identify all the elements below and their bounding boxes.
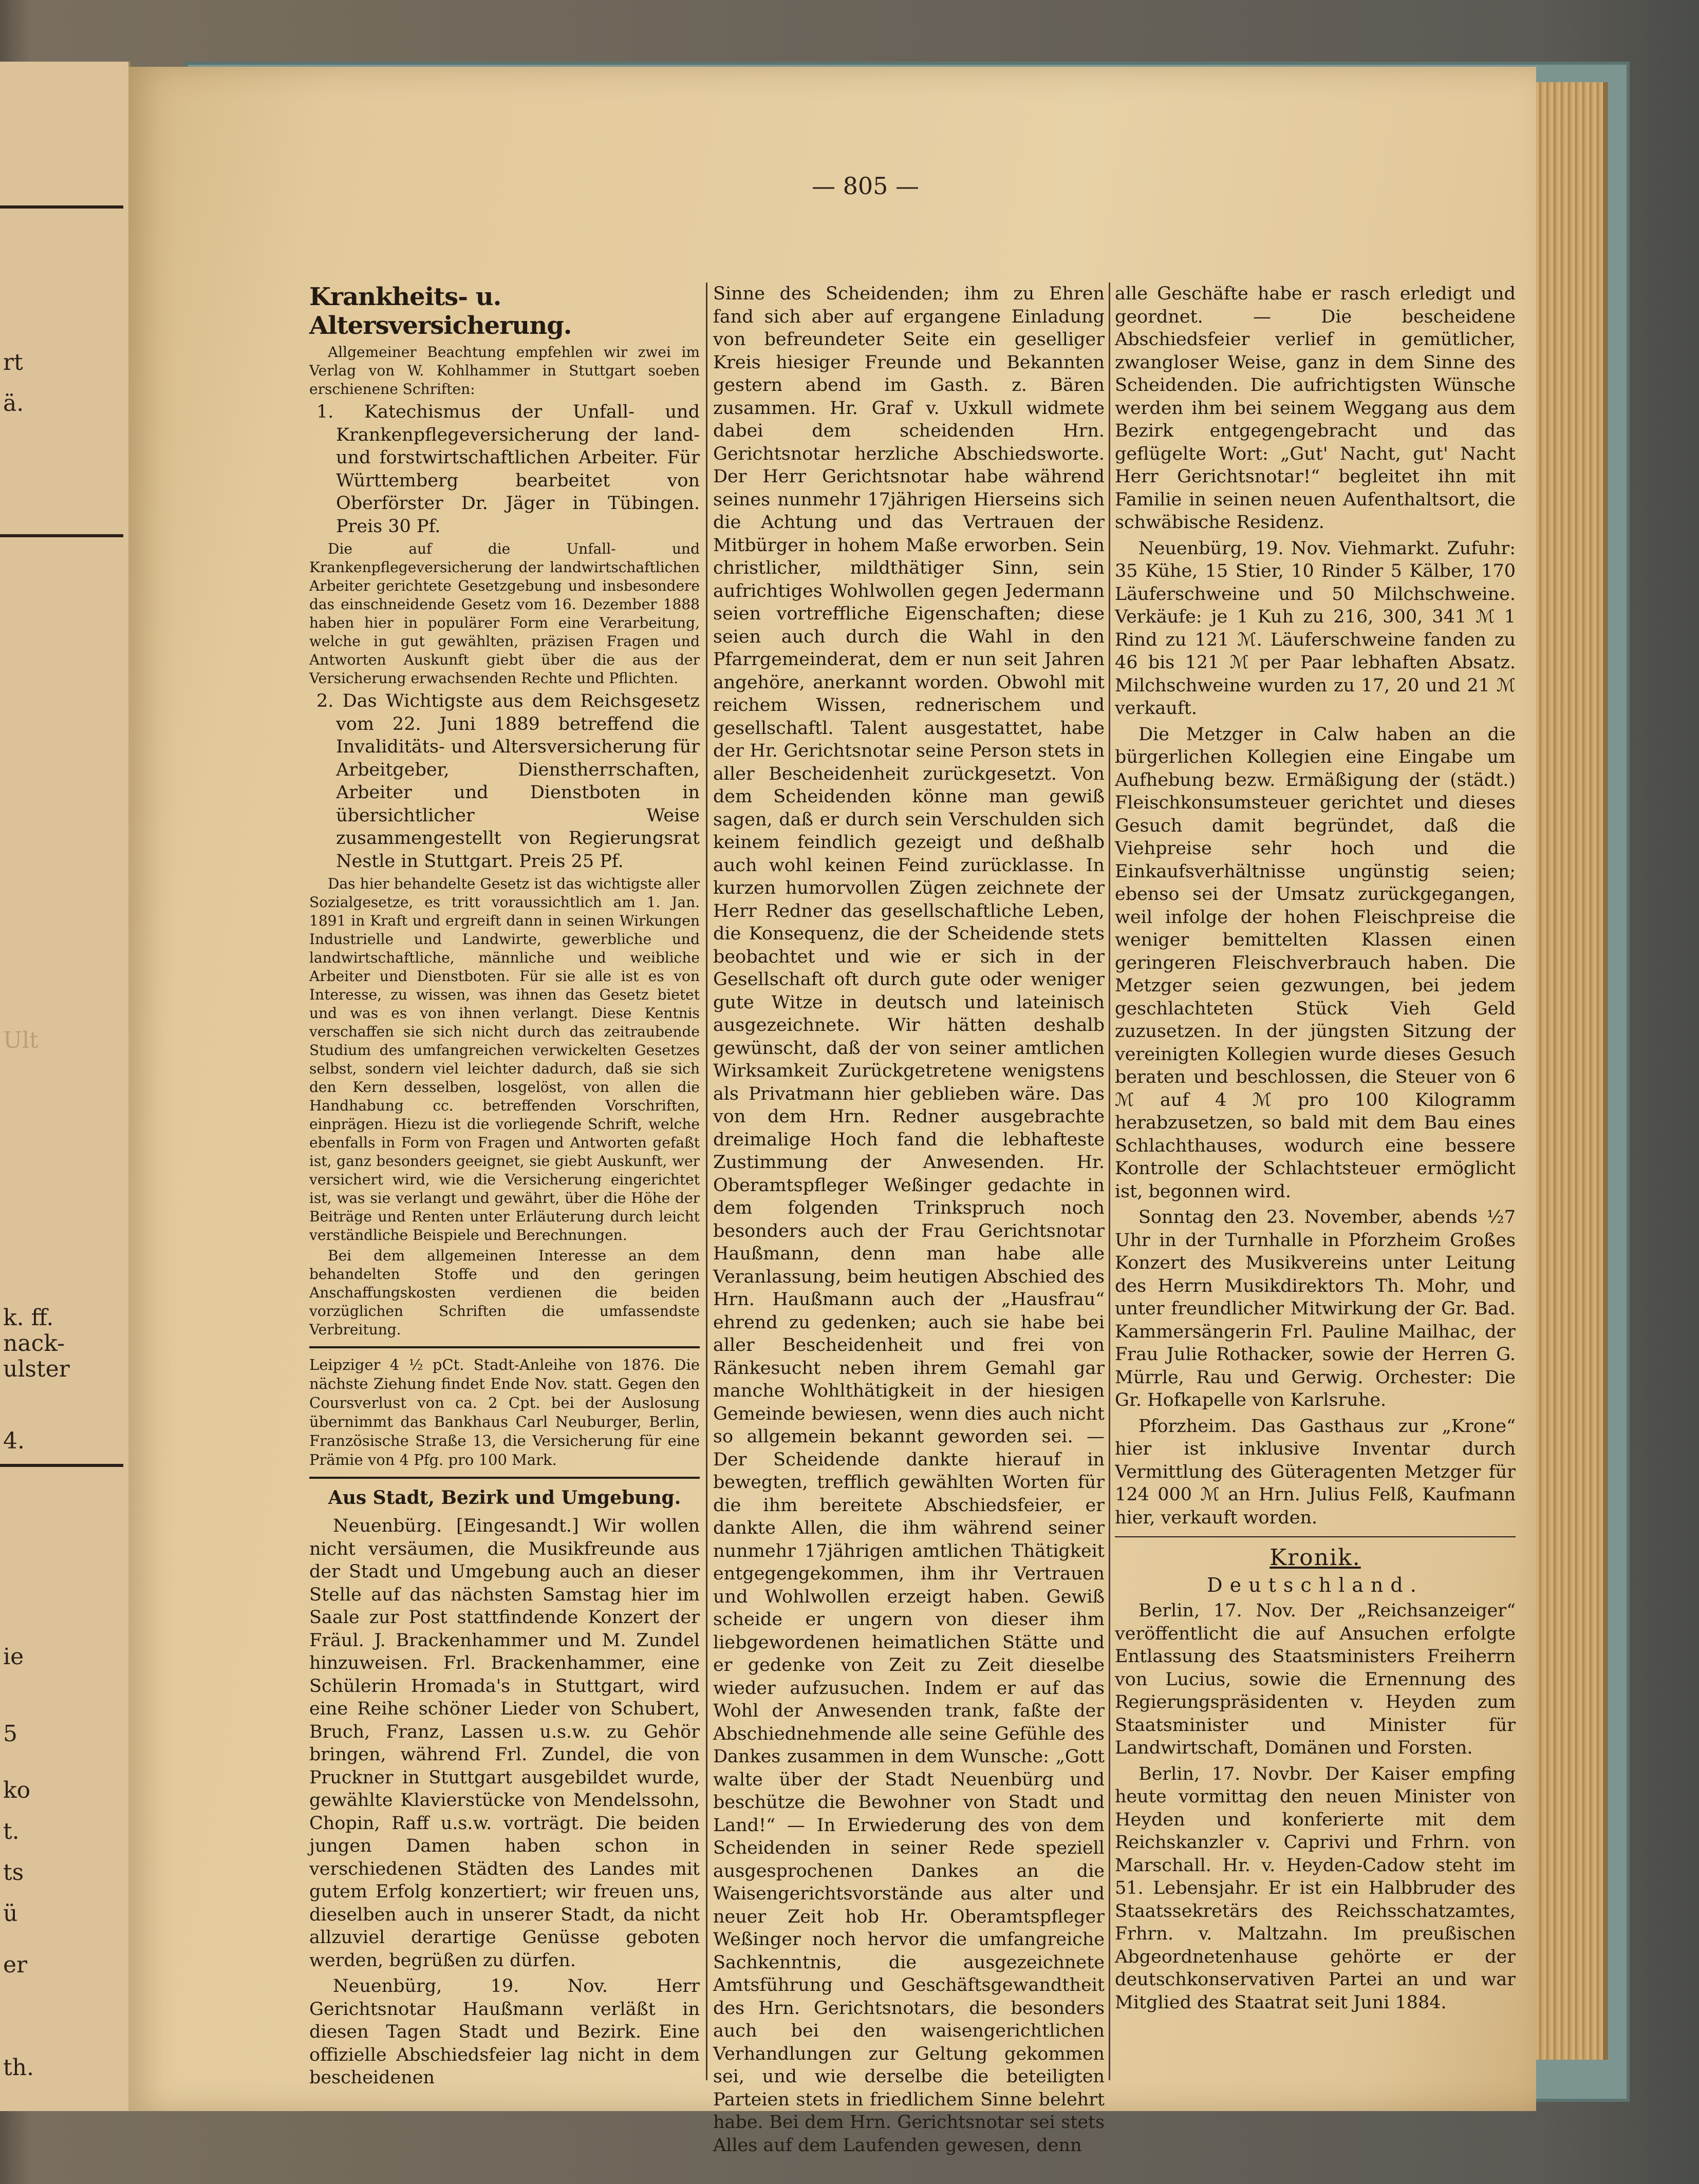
page-number: — 805 — [812, 172, 920, 200]
prev-page-fragment: k. ff. [3, 1305, 54, 1331]
section-rule [309, 1346, 700, 1348]
prev-page-fragment: nack- [3, 1330, 65, 1357]
column-divider [1109, 283, 1110, 2080]
section-heading: Aus Stadt, Bezirk und Umgebung. [328, 1487, 681, 1509]
article-intro: Allgemeiner Beachtung empfehlen wir zwei im Verlag von W. Kohlhammer in Stuttgart soeben erschienene Schriften: [309, 344, 700, 398]
prev-page-fragment: ts [3, 1859, 24, 1886]
column-2 [713, 283, 1105, 2160]
column-3 [1115, 283, 1516, 2017]
section-rule [1115, 1536, 1516, 1537]
newspaper-page [128, 67, 1536, 2156]
news-item: Berlin, 17. Nov. Der „Reichsanzeiger“ veröffentlicht die auf Ansuchen erfolgte Entlassung des Staatsministers Freiherrn von Lucius, sowie die Ernennung des Regierungspräsidenten v. Heyden zum Staatsminister und Minister für Landwirtschaft, Domänen und Forsten. [1115, 1601, 1516, 1758]
prev-page-fragment: rt [3, 349, 23, 375]
list-item-description: Das hier behandelte Gesetz ist das wichtigste aller Sozialgesetze, es tritt voraussichtlich am 1. Jan. 1891 in Kraft und ergreift dann in seinen Wirkungen Industrielle und Landwirte, gewerbliche und landwirtschaftliche, männliche und weibliche Arbeiter und Dienstboten. Für sie alle ist es von Interesse, zu wissen, was ihnen das Gesetz bietet und was es von ihnen verlangt. Diese Kentnis verschaffen sie sich nicht durch das zeitraubende Studium des umfangreichen verwickelten Gesetzes selbst, sondern viel leichter dadurch, daß sie sich den Kern desselben, losgelöst, von allen die Handhabung cc. betreffenden Vorschriften, einprägen. Hiezu ist die vorliegende Schrift, welche ebenfalls in Form von Fragen und Antworten gefaßt ist, ganz besonders geeignet, sie giebt Auskunft, wer versichert wird, wie die Versicherung eingerichtet ist, was sie verlangt und gewährt, über die Höhe der Beiträge und Renten unter Erläuterung durch leicht verständliche Beispiele und Berechnungen. [309, 875, 700, 1244]
news-item-market: Neuenbürg, 19. Nov. Viehmarkt. Zufuhr: 35 Kühe, 15 Stier, 10 Rinder 5 Kälber, 170 Läuferschweine und 50 Milchschweine. Verkäufe: je 1 Kuh zu 216, 300, 341 ℳ 1 Rind zu 121 ℳ. Läuferschweine fanden zu 46 bis 121 ℳ per Paar lebhaften Absatz. Milchschweine wurden zu 17, 20 und 21 ℳ verkauft. [1115, 538, 1516, 719]
list-item-description: Die auf die Unfall- und Krankenpflegeversicherung der landwirtschaftlichen Arbeiter gerichtete Gesetzgebung und insbesondere das einschneidende Gesetz vom 16. Dezember 1888 haben hier in populärer Form eine Verarbeitung, welche in gut gewählten, präzisen Fragen und Antworten Auskunft giebt über die aus der Versicherung erwachsenden Rechte und Pflichten. [309, 540, 700, 687]
news-item: Berlin, 17. Novbr. Der Kaiser empfing heute vormittag den neuen Minister von Heyden und konferierte mit dem Reichskanzler v. Caprivi und Frhrn. von Marschall. Hr. v. Heyden-Cadow steht im 51. Lebensjahr. Er ist ein Halbbruder des Staatssekretärs des Reichsschatzamtes, Frhrn. v. Maltzahn. Im preußischen Abgeordnetenhause gehörte er der deutschkonservativen Partei an und war Mitglied des Staatrat seit Juni 1884. [1115, 1763, 1516, 2013]
list-item: 1. Katechismus der Unfall- und Krankenpflegeversicherung der land- und forstwirtschaftlichen Arbeiter. Für Württemberg bearbeitet von Oberförster Dr. Jäger in Tübingen. Preis 30 Pf. [316, 402, 700, 537]
prev-page-fragment: 4. [3, 1428, 25, 1454]
prev-page-fragment: ä. [3, 390, 24, 417]
prev-page-fragment: 5 [3, 1721, 17, 1747]
news-item: Die Metzger in Calw haben an die bürgerlichen Kollegien eine Eingabe um Aufhebung bezw. Ermäßigung der (städt.) Fleischkonsumsteuer gerichtet und dieses Gesuch damit begründet, daß die Viehpreise sehr hoch und die Einkaufsverhältnisse ungünstig seien; ebenso sei der Umsatz zurückgegangen, weil infolge der hohen Fleischpreise die weniger bemittelten Klassen einen geringeren Fleischverbrauch haben. Die Metzger seien gezwungen, bei jedem geschlachteten Stück Vieh Geld zuzusetzen. In der jüngsten Sitzung der vereinigten Kollegien wurde dieses Gesuch beraten und beschlossen, die Steuer von 6 ℳ auf 4 ℳ pro 100 Kilogramm herabzusetzen, so bald mit dem Bau eines Schlachthauses, wodurch eine bessere Kontrolle der Schlachtsteuer ermöglicht ist, begonnen wird. [1115, 724, 1516, 1202]
section-rule [309, 1477, 700, 1479]
column-1 [309, 283, 700, 2093]
news-item: Sonntag den 23. November, abends ½7 Uhr in der Turnhalle in Pforzheim Großes Konzert des Musikvereins unter Leitung des Herrn Musikdirektors Th. Mohr, und unter freundlicher Mitwirkung der Gr. Bad. Kammersängerin Frl. Pauline Mailhac, der Frau Julie Rothacker, sowie der Herren G. Mürrle, Rau und Gerwig. Orchester: Die Gr. Hofkapelle von Karlsruhe. [1115, 1207, 1516, 1410]
prev-page-fragment: t. [3, 1818, 20, 1844]
news-item: Neuenbürg. [Eingesandt.] Wir wollen nicht versäumen, die Musikfreunde aus der Stadt und Umgebung auch an dieser Stelle auf das nächsten Samstag hier im Saale zur Post stattfindende Konzert der Fräul. J. Brackenhammer und M. Zundel hinzuweisen. Frl. Brackenhammer, eine Schülerin Hromada's in Stuttgart, wird eine Reihe schöner Lieder von Schubert, Bruch, Franz, Lassen u.s.w. zu Gehör bringen, während Frl. Zundel, die von Pruckner in Stuttgart ausgebildet wurde, gewählte Klavierstücke von Mendelssohn, Chopin, Raff u.s.w. vorträgt. Die beiden jungen Damen haben schon in verschiedenen Städten des Landes mit gutem Erfolg konzertiert; wir freuen uns, dieselben auch in unserer Stadt, da nicht allzuviel derartige Genüsse geboten werden, begrüßen zu dürfen. [309, 1516, 700, 1971]
prev-page-fragment: ulster [3, 1356, 70, 1382]
news-item: Pforzheim. Das Gasthaus zur „Krone“ hier ist inklusive Inventar durch Vermittlung des Güteragenten Metzger für 124 000 ℳ an Hrn. Julius Felß, Kaufmann hier, verkauft worden. [1115, 1416, 1516, 1528]
country-heading: Deutschland. [1207, 1574, 1424, 1596]
prev-page-fragment: er [3, 1952, 28, 1978]
column-divider [706, 283, 707, 2080]
section-heading-kronik: Kronik. [1269, 1545, 1361, 1571]
article-closing: Bei dem allgemeinen Interesse an dem behandelten Stoffe und den geringen Anschaffungskosten verdienen die beiden vorzüglichen Schriften die umfassendste Verbreitung. [309, 1247, 700, 1338]
prev-page-rule [0, 1464, 123, 1467]
news-item: Neuenbürg, 19. Nov. Herr Gerichtsnotar Haußmann verläßt in diesen Tagen Stadt und Bezirk. Eine offizielle Abschiedsfeier lag nicht in dem bescheidenen [309, 1976, 700, 2088]
prev-page-fragment: Ult [3, 1027, 39, 1053]
previous-page-edge [0, 62, 130, 2111]
prev-page-rule [0, 534, 123, 537]
prev-page-rule [0, 205, 123, 209]
prev-page-fragment: th. [3, 2055, 34, 2081]
bank-advertisement: Leipziger 4 ½ pCt. Stadt-Anleihe von 1876. Die nächste Ziehung findet Ende Nov. statt. Gegen den Coursverlust von ca. 2 Cpt. bei der Auslosung übernimmt das Bankhaus Carl Neuburger, Berlin, Französische Straße 13, die Versicherung für eine Prämie von 4 Pfg. pro 100 Mark. [309, 1356, 700, 1468]
news-item-continued: alle Geschäfte habe er rasch erledigt und geordnet. — Die bescheidene Abschiedsfeier verlief in gemütlicher, zwangloser Weise, ganz in dem Sinne des Scheidenden. Die aufrichtigsten Wünsche werden ihm bei seinem Weggang aus dem Bezirk entgegengebracht und das geflügelte Wort: „Gut' Nacht, gut' Nacht Herr Gerichtsnotar!“ begleitet ihn mit Familie in seinen neuen Aufenthaltsort, die schwäbische Residenz. [1115, 284, 1516, 533]
article-title: Krankheits- u. Altersversicherung. [309, 283, 572, 340]
prev-page-fragment: ü [3, 1900, 18, 1927]
list-item: 2. Das Wichtigste aus dem Reichsgesetz vom 22. Juni 1889 betreffend die Invaliditäts- und Altersversicherung für Arbeitgeber, Dienstherrschaften, Arbeiter und Dienstboten in übersichtlicher Weise zusammengestellt von Regierungsrat Nestle in Stuttgart. Preis 25 Pf. [316, 691, 700, 872]
prev-page-fragment: ko [3, 1777, 31, 1803]
prev-page-fragment: ie [3, 1644, 24, 1670]
news-item-continued: Sinne des Scheidenden; ihm zu Ehren fand sich aber auf ergangene Einladung von befreundeter Seite ein geselliger Kreis hiesiger Freunde und Bekannten gestern abend im Gasth. z. Bären zusammen. Hr. Graf v. Uxkull widmete dabei dem scheidenden Hrn. Gerichtsnotar herzliche Abschiedsworte. Der Herr Gerichtsnotar habe während seines nunmehr 17jährigen Hierseins sich die Achtung und das Vertrauen der Mitbürger in hohem Maße erworben. Sein christlicher, mildthätiger Sinn, sein aufrichtiges Wohlwollen gegen Jedermann seien vortreffliche Eigenschaften; diese seien auch durch die Wahl in den Pfarrgemeinderat, dem er nun seit Jahren angehöre, anerkannt worden. Obwohl mit reichem Wissen, rednerischem und gesellschaftl. Talent ausgestattet, habe der Hr. Gerichtsnotar seine Person stets in aller Bescheidenheit zurückgesetzt. Von dem Scheidenden könne man gewiß sagen, daß er durch sein Verschulden sich keinem feindlich gezeigt und deßhalb auch wohl keinen Feind zurücklasse. In kurzen humorvollen Zügen zeichnete der Herr Redner das gesellschaftliche Leben, die Konsequenz, die der Scheidende stets beobachtet und wie er sich in der Gesellschaft oft durch gute oder weniger gute Witze in deutsch und lateinisch ausgezeichnete. Wir hätten deshalb gewünscht, daß der von seiner amtlichen Wirksamkeit Zurückgetretene wenigstens als Privatmann hier geblieben wäre. Das von dem Hrn. Redner ausgebrachte dreimalige Hoch fand die lebhafteste Zustimmung der Anwesenden. Hr. Oberamtspfleger Weßinger gedachte in dem folgenden Trinkspruch noch besonders auch der Frau Gerichtsnotar Haußmann, denn man habe alle Veranlassung, beim heutigen Abschied des Hrn. Haußmann auch der „Hausfrau“ ehrend zu gedenken; auch sie habe bei aller Bescheidenheit und frei von Ränkesucht neben ihrem Gemahl gar manche Wohlthätigkeit in der hiesigen Gemeinde bewiesen, wenn dies auch nicht so allgemein bekannt geworden sei. — Der Scheidende dankte hierauf in bewegten, trefflich gewählten Worten für die ihm bereitete Abschiedsfeier, er dankte Allen, die ihm während seiner nunmehr 17jährigen amtlichen Thätigkeit entgegengekommen, ihm ihr Vertrauen und Wohlwollen erzeigt haben. Gewiß scheide er ungern von dieser ihm liebgewordenen heimatlichen Stätte und er gedenke von Zeit zu Zeit dieselbe wieder aufzusuchen. Indem er auf das Wohl der Anwesenden trank, faßte der Abschiednehmende alle seine Gefühle des Dankes zusammen in dem Wunsche: „Gott walte über der Stadt Neuenbürg und beschütze die Bewohner von Stadt und Land!“ — In Erwiederung des von dem Scheidenden in seiner Rede speziell ausgesprochenen Dankes an die Waisengerichtsvorstände aus alter und neuer Zeit hob Hr. Oberamtspfleger Weßinger noch hervor die umfangreiche Sachkenntnis, die ausgezeichnete Amtsführung und Geschäftsgewandtheit des Hrn. Gerichtsnotars, die besonders auch bei den waisengerichtlichen Verhandlungen zur Geltung gekommen sei, und wie derselbe die beteiligten Parteien stets in friedlichem Sinne belehrt habe. Bei dem Hrn. Gerichtsnotar sei stets Alles auf dem Laufenden gewesen, denn [713, 284, 1105, 2156]
